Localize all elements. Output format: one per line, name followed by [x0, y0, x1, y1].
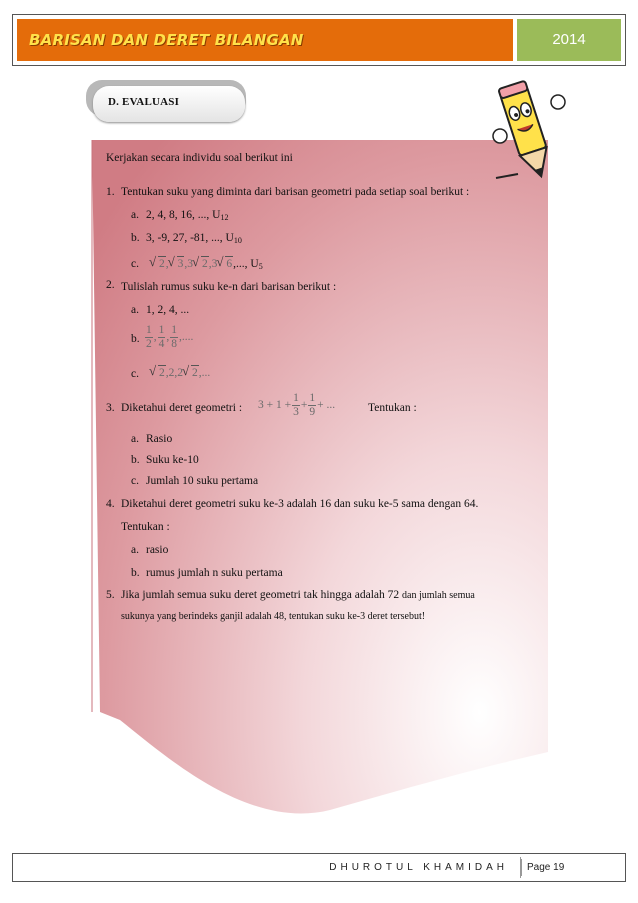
q1-c-letter: c.: [131, 258, 139, 270]
q5-text2: sukunya yang berindeks ganjil adalah 48, tentukan suku ke-3 deret tersebut!: [121, 611, 426, 622]
q1-a-letter: a.: [131, 209, 139, 221]
header-year: 2014: [517, 19, 621, 61]
intro-text: Kerjakan secara individu soal berikut ini: [106, 152, 293, 164]
q3-after: Tentukan :: [368, 402, 417, 414]
q5-number: 5.: [106, 589, 115, 601]
q5-text: Jika jumlah semua suku deret geometri tak hingga adalah 72 dan jumlah semua: [121, 589, 475, 601]
q4-number: 4.: [106, 498, 115, 510]
footer-page-number: Page 19: [521, 857, 621, 878]
q4-a-item: rasio: [146, 544, 169, 556]
q4-a-letter: a.: [131, 544, 139, 556]
q1-b-item: 3, -9, 27, -81, ..., $U_{10}$: [146, 232, 242, 245]
q1-c-item: √ 2,√ 3,3√ 2,3√ 6,..., $U_5$: [150, 256, 263, 271]
q2-text: Tulislah rumus suku ke-n dari barisan berikut :: [121, 281, 337, 293]
q3-a-item: Rasio: [146, 433, 173, 445]
q2-c-item: √ 2,2,2√ 2,...: [150, 365, 210, 380]
page-footer: [12, 853, 626, 882]
q3-number: 3.: [106, 402, 115, 414]
q3-a-letter: a.: [131, 433, 139, 445]
section-label: D. EVALUASI: [108, 96, 180, 108]
q4-text: Diketahui deret geometri suku ke-3 adalah 16 dan suku ke-5 sama dengan 64.: [121, 498, 479, 510]
q4-text2: Tentukan :: [121, 521, 170, 533]
q3-b-item: Suku ke-10: [146, 454, 199, 466]
q3-series: 3 + 1 + $\frac{1}{3}$ + $\frac{1}{9}$ + ...: [258, 392, 336, 418]
pencil-mascot-icon: [488, 74, 568, 184]
header-title: BARISAN DAN DERET BILANGAN: [17, 19, 513, 61]
q2-a-letter: a.: [131, 304, 139, 316]
q2-c-letter: c.: [131, 368, 139, 380]
q1-text: Tentukan suku yang diminta dari barisan geometri pada setiap soal berikut :: [121, 186, 470, 198]
q3-b-letter: b.: [131, 454, 140, 466]
q3-text: Diketahui deret geometri :: [121, 402, 243, 414]
q2-a-item: 1, 2, 4, ...: [146, 304, 190, 316]
q3-c-item: Jumlah 10 suku pertama: [146, 475, 259, 487]
q1-number: 1.: [106, 186, 115, 198]
q3-c-letter: c.: [131, 475, 139, 487]
q1-a-item: 2, 4, 8, 16, ..., $U_{12}$: [146, 209, 229, 222]
q4-b-letter: b.: [131, 567, 140, 579]
q2-b-item: $\frac{1}{2}$ , $\frac{1}{4}$ , $\frac{1}{8}$ ,....: [146, 324, 194, 350]
footer-author: DHUROTUL KHAMIDAH: [17, 857, 521, 878]
q1-b-letter: b.: [131, 232, 140, 244]
q2-b-letter: b.: [131, 333, 140, 345]
q2-number: 2.: [106, 279, 115, 291]
q4-b-item: rumus jumlah n suku pertama: [146, 567, 283, 579]
